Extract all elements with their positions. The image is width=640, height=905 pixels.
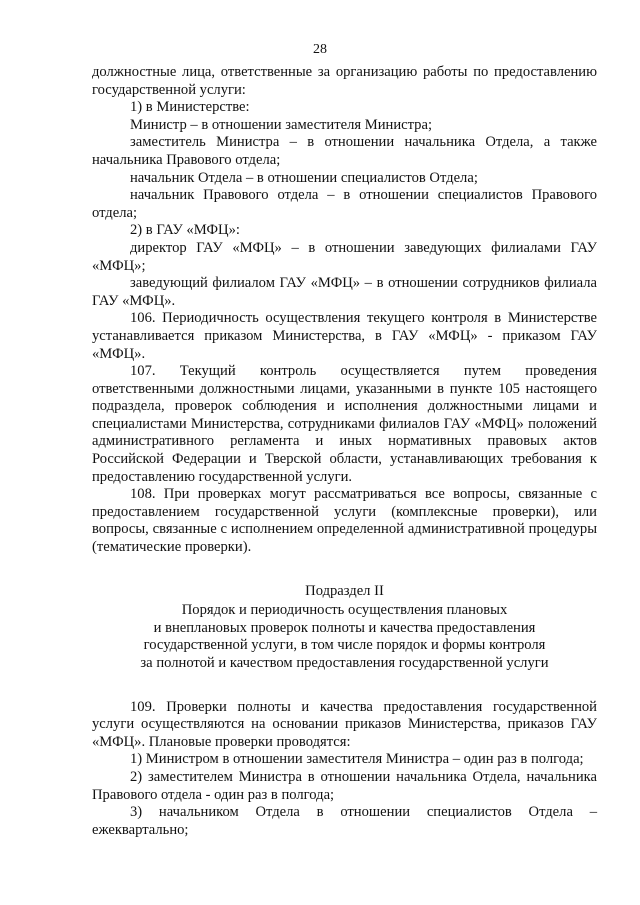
paragraphs-top <box>92 64 597 557</box>
paragraph-minister: Министр – в отношении заместителя Министра; <box>130 116 433 133</box>
paragraph-in-ministry: 1) в Министерстве: <box>130 99 250 116</box>
paragraph-106: 106. Периодичность осуществления текущего контроля в Министерстве устанавливается приказом Министерства, в ГАУ «МФЦ» - приказом ГАУ «МФЦ». <box>92 310 597 362</box>
page-number: 28 <box>313 42 327 57</box>
paragraph-in-mfc: 2) в ГАУ «МФЦ»: <box>130 222 240 239</box>
paragraph-officials: должностные лица, ответственные за организацию работы по предоставлению государственной услуги: <box>92 64 597 98</box>
paragraph-108: 108. При проверках могут рассматриваться все вопросы, связанные с предоставлением государственной услуги (комплексные проверки), или вопросы, связанные с исполнением определенной административной процедуры (тематические проверки). <box>92 486 597 556</box>
section-title: Подраздел II <box>305 582 384 599</box>
section-subtitle-line: государственной услуги, в том числе порядок и формы контроля <box>143 637 546 654</box>
paragraphs-bottom <box>92 699 597 840</box>
paragraph-109-item-1: 1) Министром в отношении заместителя Министра – один раз в полгода; <box>130 751 584 768</box>
paragraph-mfc-director: директор ГАУ «МФЦ» – в отношении заведующих филиалами ГАУ «МФЦ»; <box>92 239 597 274</box>
paragraph-107: 107. Текущий контроль осуществляется путем проведения ответственными должностными лицами, указанными в пункте 105 настоящего подраздела, проверок соблюдения и исполнения должностными лицами и специалистами Министерства, сотрудниками филиалов ГАУ «МФЦ» положений административного регламента и иных нормативных правовых актов Российской Федерации и Тверской области, устанавливающих требования к предоставлению государственной услуги. <box>92 363 597 485</box>
paragraph-109-item-2: 2) заместителем Министра в отношении начальника Отдела, начальника Правового отдела - один раз в полгода; <box>92 768 597 803</box>
paragraph-department-head: начальник Отдела – в отношении специалистов Отдела; <box>130 169 478 186</box>
paragraph-legal-department-head: начальник Правового отдела – в отношении специалистов Правового отдела; <box>92 187 597 221</box>
paragraph-deputy-minister: заместитель Министра – в отношении начальника Отдела, а также начальника Правового отдела; <box>92 134 597 168</box>
section-subtitle-line: Порядок и периодичность осуществления плановых <box>181 602 508 619</box>
section-subtitle-line: за полнотой и качеством предоставления государственной услуги <box>140 655 549 671</box>
paragraph-109-item-3: 3) начальником Отдела в отношении специалистов Отдела – ежеквартально; <box>92 804 597 838</box>
section-heading <box>92 583 597 673</box>
paragraph-branch-head: заведующий филиалом ГАУ «МФЦ» – в отношении сотрудников филиала ГАУ «МФЦ». <box>92 275 597 309</box>
paragraph-109: 109. Проверки полноты и качества предоставления государственной услуги осуществляются на основании приказов Министерства, приказов ГАУ «МФЦ». Плановые проверки проводятся: <box>92 698 597 750</box>
document-body <box>92 64 597 839</box>
section-subtitle-line: и внеплановых проверок полноты и качества предоставления <box>153 619 536 636</box>
